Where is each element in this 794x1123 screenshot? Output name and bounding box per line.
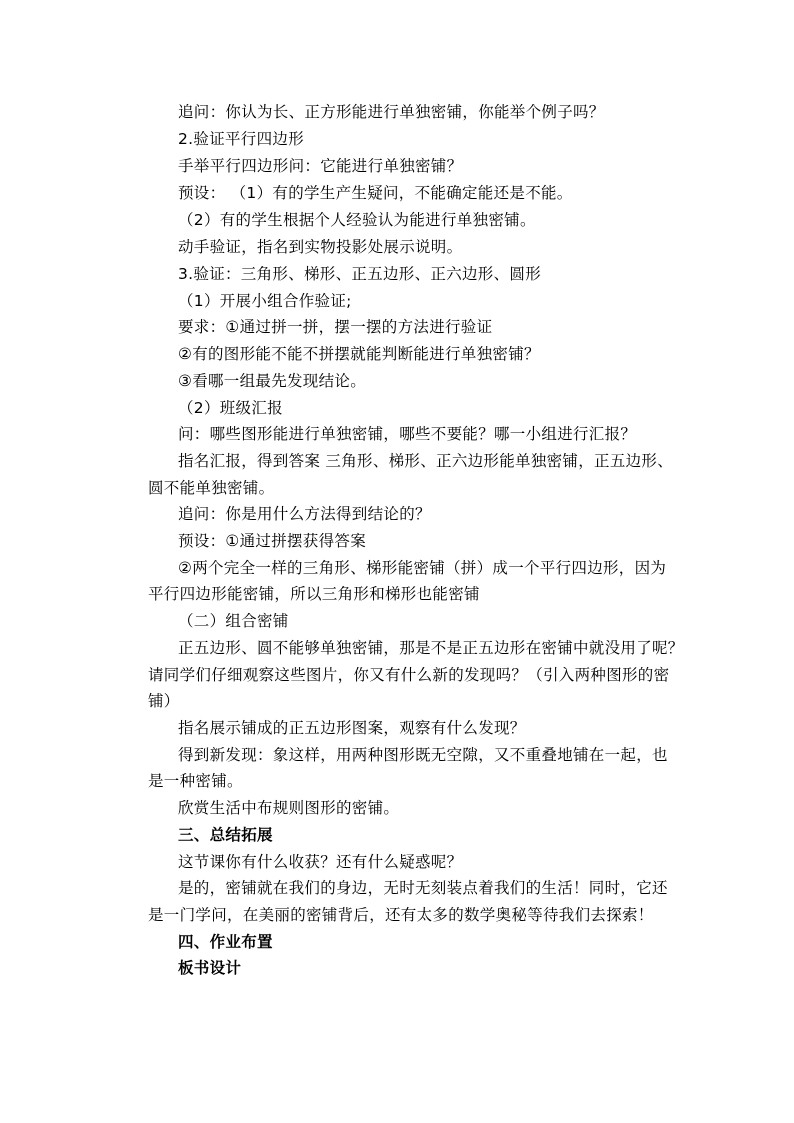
text-line: 这节课你有什么收获？还有什么疑惑呢？	[178, 853, 463, 871]
section-heading: 四、作业布置	[178, 933, 273, 951]
text-line: 是一门学问，在美丽的密铺背后，还有太多的数学奥秘等待我们去探索！	[148, 906, 654, 924]
text-line: 指名展示铺成的正五边形图案，观察有什么发现？	[178, 719, 526, 737]
text-line: ②有的图形能不能不拼摆就能判断能进行单独密铺？	[178, 345, 540, 363]
text-line: 预设：①通过拼摆获得答案	[178, 532, 366, 550]
section-heading: 板书设计	[178, 959, 242, 977]
text-line: （1）开展小组合作验证;	[178, 292, 352, 310]
text-line: 动手验证，指名到实物投影处展示说明。	[178, 238, 463, 256]
text-line: （二）组合密铺	[178, 612, 289, 630]
text-line: （2）有的学生根据个人经验认为能进行单独密铺。	[178, 211, 536, 229]
text-line: 追问：你认为长、正方形能进行单独密铺，你能举个例子吗？	[178, 103, 605, 121]
text-line: （2）班级汇报	[178, 399, 283, 417]
text-line: 欣赏生活中布规则图形的密铺。	[178, 799, 400, 817]
text-line: ③看哪一组最先发现结论。	[178, 372, 366, 390]
text-line: 得到新发现：象这样，用两种图形既无空隙，又不重叠地铺在一起，也	[178, 746, 668, 764]
text-line: 正五边形、圆不能够单独密铺，那是不是正五边形在密铺中就没用了呢？	[178, 639, 684, 657]
section-heading: 三、总结拓展	[178, 826, 273, 844]
text-line: 平行四边形能密铺，所以三角形和梯形也能密铺	[148, 585, 480, 603]
text-line: 是的，密铺就在我们的身边，无时无刻装点着我们的生活！同时，它还	[178, 879, 668, 897]
text-line: 圆不能单独密铺。	[148, 479, 275, 497]
text-line: 要求：①通过拼一拼，摆一摆的方法进行验证	[178, 318, 493, 336]
text-line: 3.验证：三角形、梯形、正五边形、正六边形、圆形	[178, 265, 541, 283]
text-line: 铺）	[148, 692, 180, 710]
text-line: 请同学们仔细观察这些图片，你又有什么新的发现吗？（引入两种图形的密	[148, 666, 670, 684]
text-line: ②两个完全一样的三角形、梯形能密铺（拼）成一个平行四边形，因为	[178, 559, 667, 577]
text-line: 指名汇报，得到答案 三角形、梯形、正六边形能单独密铺，正五边形、	[178, 452, 674, 470]
text-line: 是一种密铺。	[148, 772, 243, 790]
text-line: 2.验证平行四边形	[178, 130, 304, 148]
text-line: 问：哪些图形能进行单独密铺，哪些不要能？哪一小组进行汇报？	[178, 425, 637, 443]
text-line: 手举平行四边形问：它能进行单独密铺？	[178, 157, 463, 175]
text-line: 预设： （1）有的学生产生疑问，不能确定能还是不能。	[178, 184, 573, 202]
text-line: 追问：你是用什么方法得到结论的？	[178, 505, 431, 523]
